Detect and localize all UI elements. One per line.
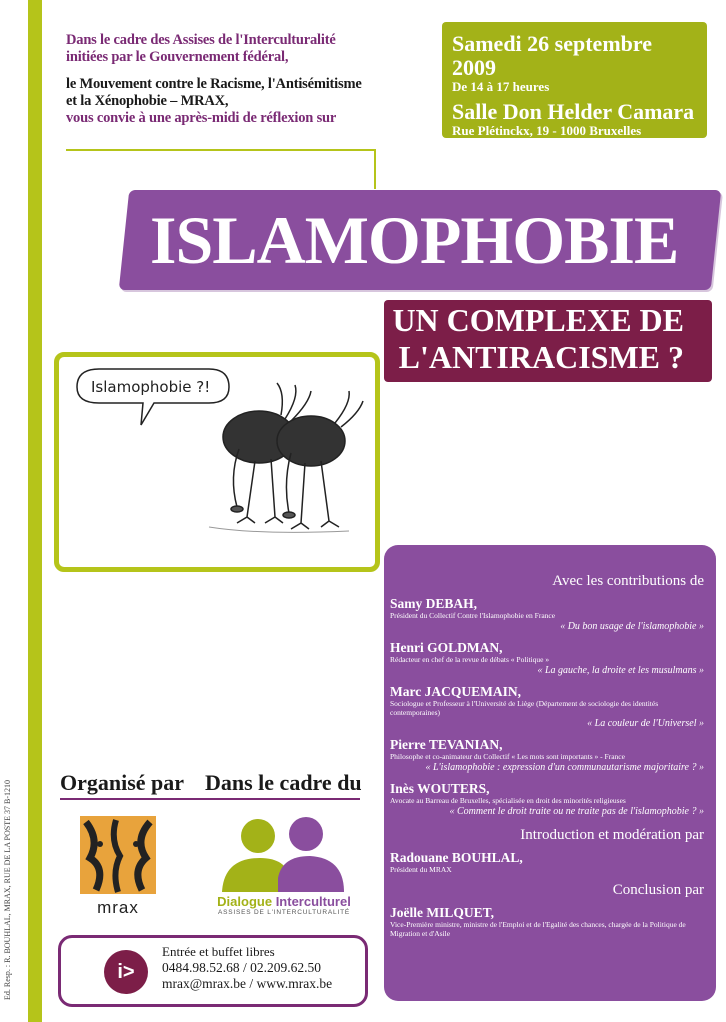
event-time: De 14 à 17 heures (452, 79, 550, 94)
framework-label: Dans le cadre du (205, 770, 362, 795)
cartoon-illustration (59, 357, 375, 567)
organised-by-label: Organisé par (60, 770, 185, 795)
intro-line-2: initiées par le Gouvernement fédéral, (66, 49, 289, 65)
speaker-role: Avocate au Barreau de Bruxelles, spécialisée en droit des minorités religieuses (390, 796, 626, 805)
dialogue-logo-name (206, 894, 362, 909)
main-title: ISLAMOPHOBIE (150, 202, 679, 278)
left-accent-bar (28, 0, 42, 1022)
speakers-heading: Avec les contributions de (552, 573, 704, 589)
organizers-divider (60, 798, 360, 800)
dialogue-word-2: Interculturel (275, 894, 351, 909)
moderator-item (390, 850, 706, 874)
publisher-credit: Ed. Resp. : R. BOUHLAL, MRAX, RUE DE LA POSTE 37 B-1210 (3, 779, 12, 1000)
event-address: Rue Plétinckx, 19 - 1000 Bruxelles (452, 123, 642, 138)
intro-block-2 (66, 76, 406, 127)
speaker-name: Samy DEBAH, (390, 596, 478, 611)
speaker-item (390, 684, 706, 731)
subtitle (384, 302, 704, 376)
phone-numbers: 0484.98.52.68 / 02.209.62.50 (162, 960, 322, 975)
intro-block-1 (66, 32, 406, 66)
dialogue-word-1: Dialogue (217, 894, 276, 909)
speaker-name: Pierre TEVANIAN, (390, 737, 503, 752)
subtitle-line-2: L'ANTIRACISME ? (398, 339, 684, 375)
speaker-name: Henri GOLDMAN, (390, 640, 503, 655)
event-venue: Salle Don Helder Camara (452, 99, 695, 124)
speaker-topic: « Du bon usage de l'islamophobie » (560, 621, 704, 632)
email-website: mrax@mrax.be / www.mrax.be (162, 976, 333, 991)
entry-info: Entrée et buffet libres (162, 944, 275, 959)
dialogue-logo-subtitle: ASSISES DE L'INTERCULTURALITÉ (218, 909, 350, 916)
speaker-topic: « L'islamophobie : expression d'un communautarisme majoritaire ? » (425, 762, 704, 773)
speaker-name: Marc JACQUEMAIN, (390, 684, 521, 699)
speaker-item (390, 640, 706, 678)
moderator-name: Radouane BOUHLAL, (390, 850, 523, 865)
event-info-box (442, 22, 707, 138)
conclusion-role: Vice-Première ministre, ministre de l'Emploi et de l'Egalité des chances, chargée de la Politique de Migration et d'Asile (390, 920, 686, 938)
ostrich-cartoon (54, 352, 380, 572)
intro-connector (374, 149, 376, 189)
speaker-topic: « La gauche, la droite et les musulmans » (537, 665, 704, 676)
moderation-heading: Introduction et modération par (520, 827, 704, 843)
speaker-role: Président du Collectif Contre l'Islamophobie en France (390, 611, 556, 620)
mrax-logo-text: mrax (97, 898, 139, 917)
speaker-role: Sociologue et Professeur à l'Université de Liège (Département de sociologie des identités contemporaines) (390, 699, 659, 717)
speaker-topic: « Comment le droit traite ou ne traite pas de l'islamophobie ? » (449, 806, 704, 817)
intro-line-4: et la Xénophobie – MRAX, (66, 93, 229, 109)
speech-text: Islamophobie ?! (91, 378, 211, 396)
speaker-role: Rédacteur en chef de la revue de débats « Politique » (390, 655, 550, 664)
speaker-item (390, 596, 706, 634)
conclusion-item (390, 905, 706, 938)
speakers-panel (384, 545, 716, 1001)
dialogue-interculturel-logo (206, 808, 362, 902)
intro-text (66, 32, 406, 137)
speaker-role: Philosophe et co-animateur du Collectif « Les mots sont importants » - France (390, 752, 625, 761)
intro-line-3: le Mouvement contre le Racisme, l'Antisémitisme (66, 76, 362, 92)
intro-line-1: Dans le cadre des Assises de l'Interculturalité (66, 32, 336, 48)
info-icon: i> (104, 950, 148, 994)
speaker-name: Inès WOUTERS, (390, 781, 490, 796)
contact-info (162, 944, 332, 992)
intro-divider (66, 149, 376, 151)
intro-line-5: vous convie à une après-midi de réflexion sur (66, 110, 337, 126)
conclusion-name: Joëlle MILQUET, (390, 905, 494, 920)
ground-line (209, 527, 349, 532)
moderator-role: Président du MRAX (390, 865, 452, 874)
speaker-item (390, 781, 706, 819)
speaker-item (390, 737, 706, 775)
event-date: Samedi 26 septembre 2009 (452, 31, 653, 80)
conclusion-heading: Conclusion par (612, 882, 704, 898)
subtitle-line-1: UN COMPLEXE DE (392, 302, 684, 338)
speaker-topic: « La couleur de l'Universel » (587, 718, 704, 729)
